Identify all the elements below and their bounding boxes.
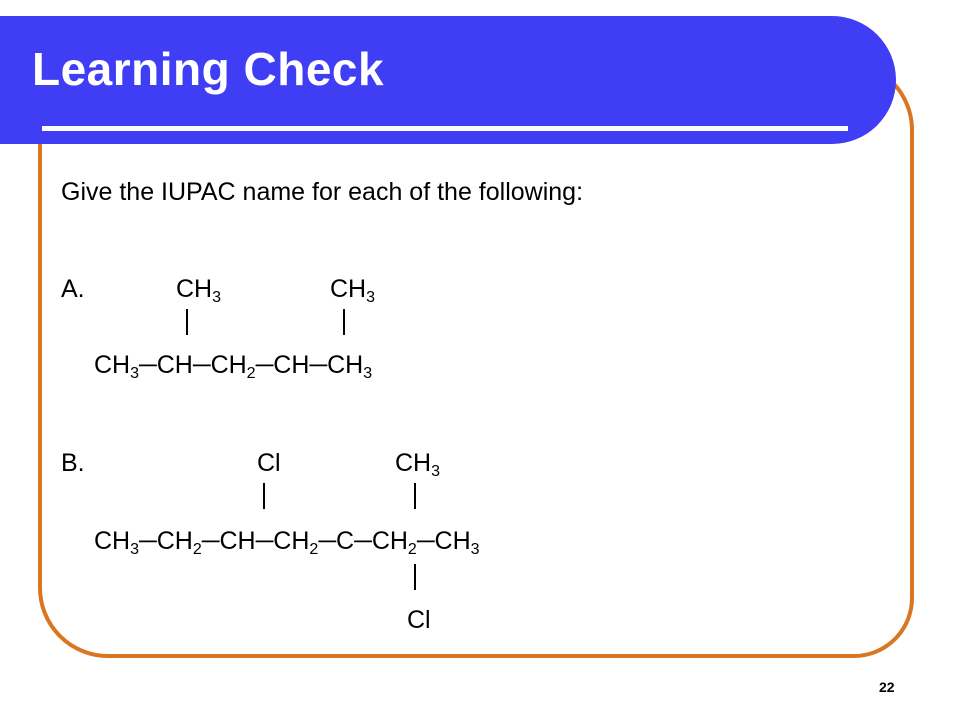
problem-a-bond-2 [343, 309, 345, 335]
problem-b-substituent-top-2: $CH_3$ [395, 449, 441, 480]
problem-b-label: B. [61, 449, 85, 477]
problem-a-label: A. [61, 275, 85, 303]
problem-a-main-chain: $CH_3─CH─CH_2─CH─CH_3$ [94, 351, 373, 382]
problem-b-bond-1 [263, 483, 265, 509]
question-prompt: Give the IUPAC name for each of the following: [61, 178, 584, 206]
slide-title: Learning Check [32, 43, 385, 95]
problem-a-substituent-1: $CH_3$ [176, 275, 222, 306]
page-number: 22 [879, 679, 895, 695]
problem-b-substituent-top-1: Cl [257, 449, 281, 477]
problem-b-main-chain: $CH_3─CH_2─CH─CH_2─C─CH_2─CH_3$ [94, 527, 480, 558]
banner-underline [42, 126, 848, 131]
problem-a-substituent-2: $CH_3$ [330, 275, 376, 306]
problem-a-bond-1 [186, 309, 188, 335]
problem-b-substituent-bottom: Cl [407, 606, 431, 634]
problem-b-bond-3 [414, 564, 416, 590]
problem-b-bond-2 [414, 483, 416, 509]
